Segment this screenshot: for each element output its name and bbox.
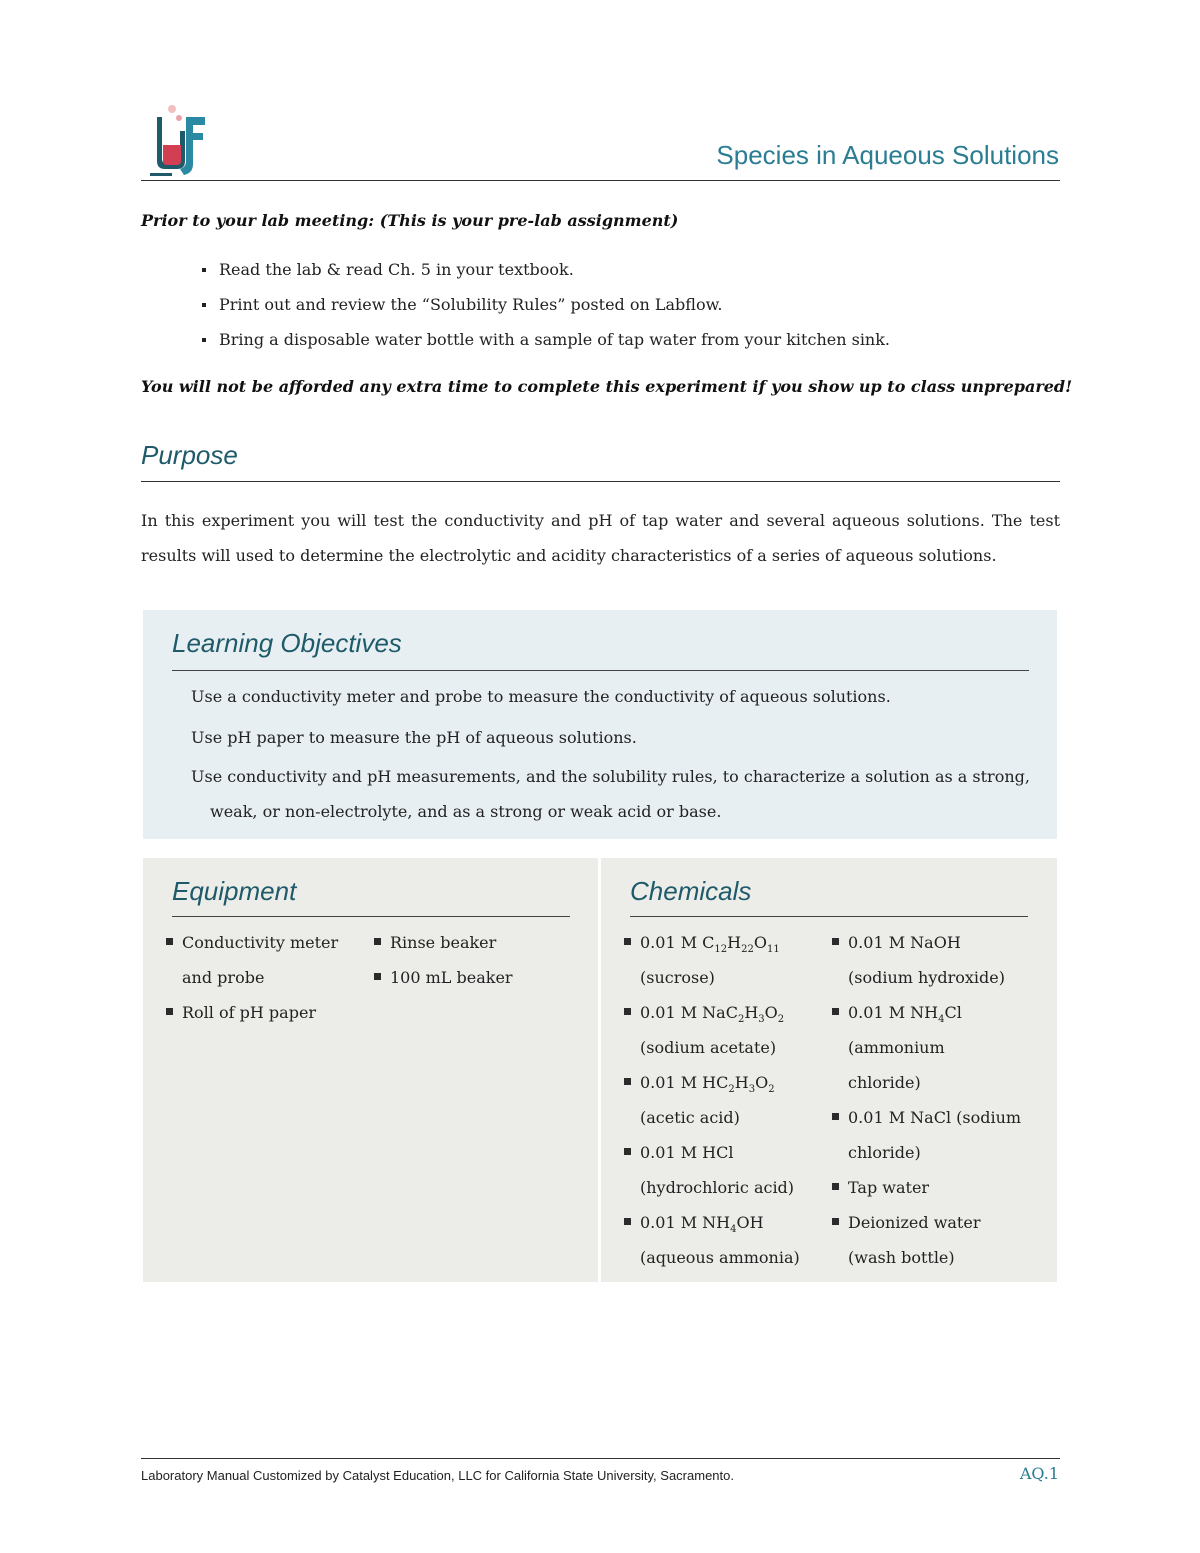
list-item bbox=[165, 925, 338, 995]
chemical-formula: 0.01 M NaCl (sodium bbox=[848, 1108, 1022, 1127]
purpose-text: In this experiment you will test the conductivity and pH of tap water and several aqueous solutions. The test results will used to determine the electrolytic and acidity characteristics of a series of aqueous solutions. bbox=[141, 511, 1060, 565]
equipment-list-left bbox=[165, 925, 338, 1030]
list-item: Rinse beaker bbox=[373, 925, 513, 960]
footer-text: Laboratory Manual Customized by Catalyst Education, LLC for California State University, Sacramento. bbox=[141, 1468, 734, 1483]
chemical-formula: 0.01 M HCl bbox=[640, 1143, 734, 1162]
equipment-list-right bbox=[373, 925, 513, 995]
learning-objectives-heading: Learning Objectives bbox=[172, 628, 402, 658]
document-title: Species in Aqueous Solutions bbox=[716, 140, 1059, 170]
learning-objectives-box bbox=[143, 610, 1057, 839]
chemical-formula: Deionized water bbox=[848, 1213, 981, 1232]
prelab-list bbox=[200, 258, 890, 363]
chemical-formula: 0.01 M $NH_4OH$ bbox=[640, 1213, 764, 1235]
chemical-name: (wash bottle) bbox=[848, 1248, 955, 1267]
equipment-box bbox=[143, 858, 598, 1282]
list-item: Read the lab & read Ch. 5 in your textbook. bbox=[200, 258, 890, 293]
equipment-line: and probe bbox=[182, 968, 265, 987]
footer-divider bbox=[141, 1458, 1060, 1459]
chemical-formula: 0.01 M $NaC_2H_3O_2$ bbox=[640, 1003, 785, 1025]
list-item: Print out and review the “Solubility Rules” posted on Labflow. bbox=[200, 293, 890, 328]
beaker-logo-icon bbox=[145, 103, 209, 179]
prelab-warning: You will not be afforded any extra time to complete this experiment if you show up to class unprepared! bbox=[141, 377, 1073, 396]
chemicals-heading: Chemicals bbox=[630, 876, 752, 906]
chemicals-divider bbox=[630, 916, 1028, 917]
list-item: 100 mL beaker bbox=[373, 960, 513, 995]
equipment-line: Conductivity meter bbox=[182, 933, 339, 952]
list-item bbox=[623, 925, 800, 995]
chemical-formula: 0.01 M $NH_4Cl$ bbox=[848, 1003, 962, 1025]
list-item: Bring a disposable water bottle with a sample of tap water from your kitchen sink. bbox=[200, 328, 890, 363]
chemical-name: (hydrochloric acid) bbox=[640, 1178, 795, 1197]
objective-line: Use conductivity and pH measurements, and the solubility rules, to characterize a solution as a strong, bbox=[191, 767, 1030, 786]
chemical-name: chloride) bbox=[848, 1143, 921, 1162]
list-item bbox=[623, 1065, 800, 1135]
chemical-name: chloride) bbox=[848, 1073, 921, 1092]
chemical-formula: 0.01 M NaOH bbox=[848, 933, 961, 952]
chemicals-list-left bbox=[623, 925, 800, 1275]
objective-item: Use pH paper to measure the pH of aqueous solutions. bbox=[191, 728, 637, 747]
list-item bbox=[623, 995, 800, 1065]
chemical-formula: 0.01 M $HC_2H_3O_2$ bbox=[640, 1073, 775, 1095]
purpose-heading: Purpose bbox=[141, 440, 238, 470]
chemical-name: (aqueous ammonia) bbox=[640, 1248, 800, 1267]
equipment-divider bbox=[172, 916, 570, 917]
chemical-name: (sucrose) bbox=[640, 968, 715, 987]
learning-objectives-divider bbox=[172, 670, 1029, 671]
header-divider bbox=[141, 180, 1060, 181]
list-item bbox=[831, 995, 1036, 1100]
chemicals-box bbox=[601, 858, 1057, 1282]
purpose-divider bbox=[141, 481, 1060, 482]
list-item bbox=[165, 995, 338, 1030]
list-item bbox=[831, 925, 1036, 995]
chemicals-list-right bbox=[831, 925, 1036, 1275]
chemical-formula: 0.01 M $C_{12}H_{22}O_{11}$ bbox=[640, 933, 780, 955]
objective-item bbox=[191, 759, 1031, 829]
chemical-name: (sodium hydroxide) bbox=[848, 968, 1005, 987]
chemical-name: (ammonium bbox=[848, 1038, 945, 1057]
page-number: AQ.1 bbox=[1019, 1464, 1059, 1483]
list-item bbox=[831, 1100, 1036, 1170]
list-item: Tap water bbox=[831, 1170, 1036, 1205]
list-item bbox=[623, 1135, 800, 1205]
objective-line: weak, or non-electrolyte, and as a strong or weak acid or base. bbox=[210, 802, 722, 821]
equipment-line: Roll of pH paper bbox=[182, 1003, 317, 1022]
prelab-heading: Prior to your lab meeting: (This is your pre-lab assignment) bbox=[141, 211, 679, 230]
equipment-heading: Equipment bbox=[172, 876, 297, 906]
chemical-name: (sodium acetate) bbox=[640, 1038, 777, 1057]
chemical-name: (acetic acid) bbox=[640, 1108, 740, 1127]
list-item bbox=[831, 1205, 1036, 1275]
objective-item: Use a conductivity meter and probe to measure the conductivity of aqueous solutions. bbox=[191, 687, 891, 706]
list-item bbox=[623, 1205, 800, 1275]
